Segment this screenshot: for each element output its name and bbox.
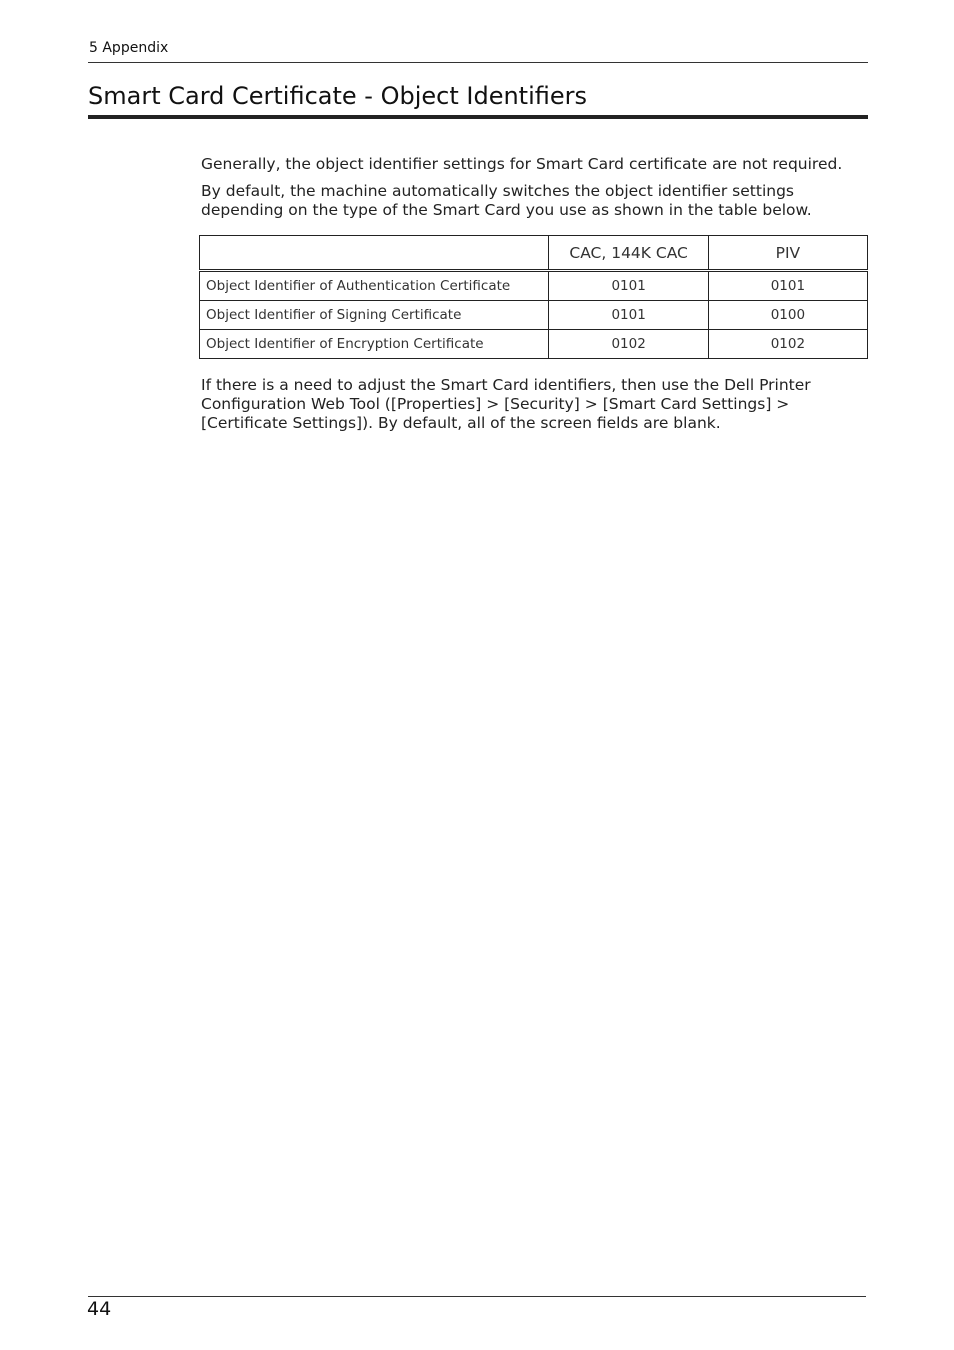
cac-value: 0101 [549,301,708,330]
row-label: Object Identifier of Signing Certificate [200,301,549,330]
adjust-paragraph: If there is a need to adjust the Smart Card identifiers, then use the Dell Printer Configuration Web Tool ([Properties] > [Security] > [Smart Card Settings] > [Certificate Settings]). By default, all of the screen fields are blank. [201,376,811,432]
row-label: Object Identifier of Authentication Certificate [200,271,549,301]
table-row [200,301,868,330]
piv-value: 0100 [708,301,867,330]
default-paragraph: By default, the machine automatically switches the object identifier settings depending on the type of the Smart Card you use as shown in the table below. [201,182,812,219]
table-row [200,330,868,359]
column-header-empty [200,236,549,271]
object-identifier-table [199,235,868,359]
table-header-row [200,236,868,271]
piv-value: 0102 [708,330,867,359]
title-divider [88,115,868,119]
column-header-cac: CAC, 144K CAC [549,236,708,271]
intro-paragraph: Generally, the object identifier settings for Smart Card certificate are not required. [201,155,843,173]
cac-value: 0102 [549,330,708,359]
table-row [200,271,868,301]
row-label: Object Identifier of Encryption Certificate [200,330,549,359]
page-title: Smart Card Certificate - Object Identifiers [88,82,587,110]
header-divider [88,62,868,63]
running-header: 5 Appendix [89,40,169,56]
footer-divider [88,1296,866,1297]
piv-value: 0101 [708,271,867,301]
page-number: 44 [87,1298,112,1320]
cac-value: 0101 [549,271,708,301]
column-header-piv: PIV [708,236,867,271]
